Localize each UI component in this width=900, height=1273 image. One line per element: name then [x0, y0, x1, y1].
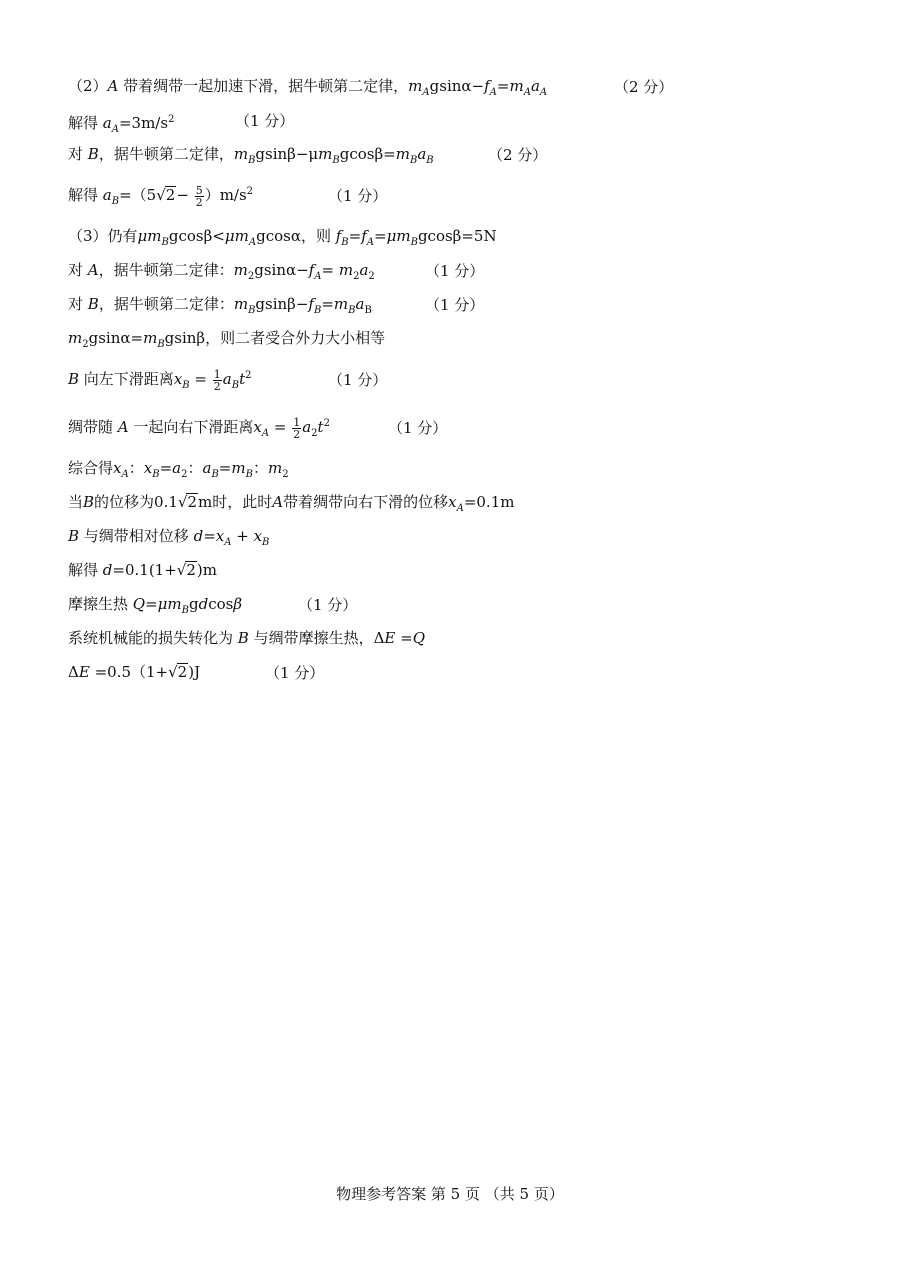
line-text: μm	[224, 227, 249, 245]
line-text: 2	[323, 418, 330, 429]
line-text: 2	[186, 561, 196, 579]
line-text: =3m/s	[118, 114, 169, 132]
line-text: B	[409, 155, 418, 166]
line-text: f	[308, 295, 314, 313]
line-text: gsinβ−μ	[255, 145, 319, 163]
line-text: m	[408, 77, 423, 95]
line-text: Δ	[68, 663, 79, 681]
score-label: （1 分）	[388, 419, 448, 437]
fraction-numerator: 1	[213, 367, 221, 381]
line-text: B	[68, 370, 80, 388]
line-text: B	[157, 339, 165, 350]
line-text: 2	[168, 114, 175, 125]
line-text: ，据牛顿第二定律，	[98, 145, 234, 163]
line-text: d	[193, 527, 204, 545]
line-text: 对	[68, 295, 88, 313]
line-text: gcosα，则	[256, 227, 336, 245]
line-text: B	[181, 605, 190, 616]
line-text: 摩擦生热	[68, 595, 133, 613]
line-text: B	[341, 237, 349, 248]
line-text: t	[317, 418, 324, 436]
line-text: A	[456, 503, 464, 514]
line-text: gcosβ<	[168, 227, 225, 245]
line-text: m	[333, 295, 349, 313]
line-text: f	[484, 77, 490, 95]
line-text: gsinβ，则二者受合外力大小相等	[164, 329, 386, 347]
line-text: gsinβ−	[255, 295, 309, 313]
line-text: 2	[177, 663, 188, 681]
line-text: 2	[282, 469, 289, 480]
page-footer: 物理参考答案 第 5 页 （共 5 页）	[336, 1185, 564, 1203]
line-text: A	[224, 537, 232, 548]
answer-line-2-b	[68, 110, 174, 140]
line-text: m	[338, 261, 354, 279]
fraction-denominator: 2	[293, 427, 301, 441]
line-text: A	[121, 469, 129, 480]
line-text: 带着绸带一起加速下滑，据牛顿第二定律，	[118, 77, 409, 95]
score-label: （1 分）	[328, 187, 388, 205]
line-text: B	[237, 629, 249, 647]
score-label: （2 分）	[614, 78, 674, 96]
line-text: 一起向右下滑距离	[128, 418, 254, 436]
line-text: 绸带随	[68, 418, 118, 436]
line-text: 带着绸带向右下滑的位移	[283, 493, 449, 511]
line-text: 与绸带相对位移	[79, 527, 194, 545]
line-text: 解得	[68, 561, 103, 579]
answer-line-3-i	[68, 526, 269, 553]
line-text: 向左下滑距离	[79, 370, 174, 388]
line-text: B	[87, 295, 99, 313]
line-text: B	[211, 469, 219, 480]
line-text: gcosβ=	[339, 145, 396, 163]
line-text: E	[78, 663, 90, 681]
line-text: =	[269, 418, 292, 436]
line-text: m	[233, 295, 249, 313]
line-text: a	[417, 145, 427, 163]
line-text: Q	[412, 629, 426, 647]
fraction	[195, 185, 204, 208]
line-text: 系统机械能的损失转化为	[68, 629, 238, 647]
line-text: 与绸带摩擦生热，Δ	[248, 629, 385, 647]
line-text: a	[355, 295, 365, 313]
line-text: 2	[245, 370, 252, 381]
line-text: a	[302, 418, 312, 436]
line-text: =	[321, 295, 334, 313]
line-text: 2	[181, 469, 188, 480]
line-text: x	[143, 459, 153, 477]
line-text: B	[364, 305, 372, 316]
line-text: gsinα−	[429, 77, 485, 95]
line-text: A	[272, 493, 284, 511]
line-text: =0.5（1+	[89, 663, 169, 681]
line-text: B	[152, 469, 160, 480]
line-text: m	[233, 261, 248, 279]
line-text: f	[308, 261, 315, 279]
answer-line-2-d	[68, 182, 253, 212]
line-text: =0.1m	[463, 493, 515, 511]
line-text: ，据牛顿第二定律：	[98, 261, 234, 279]
line-text: =	[496, 77, 510, 95]
line-text: B	[68, 527, 80, 545]
line-text: x	[448, 493, 457, 511]
line-text: μm	[386, 227, 411, 245]
line-text: x	[253, 418, 262, 436]
line-text: B	[111, 196, 120, 207]
line-text: 2	[311, 428, 318, 439]
line-text: f	[361, 227, 367, 245]
line-text: B	[182, 380, 190, 391]
line-text: A	[87, 261, 99, 279]
line-text: =	[374, 227, 387, 245]
fraction-denominator: 2	[213, 379, 221, 393]
line-text: a	[102, 186, 112, 204]
line-text: Q	[132, 595, 146, 613]
line-text: gsinα=	[88, 329, 144, 347]
line-text: （3）仍有	[68, 227, 138, 245]
line-text: =	[145, 595, 158, 613]
line-text: B	[426, 155, 434, 166]
line-text: A	[248, 237, 257, 248]
line-text: −	[176, 186, 189, 204]
sqrt-symbol: √	[176, 561, 187, 579]
line-text: =	[348, 227, 362, 245]
fraction-numerator: 5	[195, 183, 203, 197]
answer-line-3-k	[68, 594, 242, 621]
line-text: B	[83, 493, 95, 511]
line-text: A	[314, 271, 322, 282]
line-text: f	[335, 227, 342, 245]
answer-line-3-c	[68, 294, 372, 321]
line-text: ：	[187, 459, 203, 477]
answer-line-3-j	[68, 560, 217, 580]
line-text: B	[245, 469, 253, 480]
line-text: μm	[157, 595, 182, 613]
line-text: gcosβ=5N	[417, 227, 497, 245]
fraction	[213, 369, 222, 392]
line-text: A	[111, 124, 119, 135]
line-text: B	[248, 155, 256, 166]
line-text: A	[523, 87, 531, 98]
answer-line-3-l	[68, 628, 425, 648]
sqrt-symbol: √	[168, 663, 178, 681]
line-text: x	[113, 459, 122, 477]
line-text: =	[321, 261, 339, 279]
line-text: x	[215, 527, 225, 545]
line-text: 对	[68, 261, 88, 279]
line-text: 2	[247, 271, 255, 282]
line-text: m	[143, 329, 158, 347]
line-text: a	[102, 114, 112, 132]
line-text: )m	[196, 561, 217, 579]
line-text: ：	[252, 459, 268, 477]
line-text: m时，此时	[198, 493, 273, 511]
answer-line-3-g	[68, 458, 289, 485]
line-text: ）m/s	[204, 186, 247, 204]
line-text: a	[222, 370, 232, 388]
line-text: B	[410, 237, 418, 248]
score-label: （1 分）	[328, 371, 388, 389]
score-label: （1 分）	[425, 262, 485, 280]
line-text: g	[189, 595, 199, 613]
line-text: （2）	[68, 77, 108, 95]
line-text: A	[117, 418, 129, 436]
line-text: a	[172, 459, 182, 477]
answer-line-2-c	[68, 144, 434, 171]
line-text: =0.1(1+	[112, 561, 177, 579]
line-text: d	[102, 561, 113, 579]
line-text: 对	[68, 145, 88, 163]
line-text: 解得	[68, 186, 103, 204]
line-text: A	[422, 87, 430, 98]
line-text: B	[231, 380, 240, 391]
answer-line-3-d	[68, 328, 385, 355]
line-text: =	[218, 459, 232, 477]
line-text: m	[509, 77, 524, 95]
line-text: B	[161, 237, 169, 248]
line-text: 2	[353, 271, 360, 282]
line-text: E	[384, 629, 396, 647]
sqrt-symbol: √	[177, 493, 188, 511]
line-text: 的位移为0.1	[94, 493, 178, 511]
answer-line-3-h	[68, 492, 514, 519]
line-text: B	[248, 305, 256, 316]
line-text: x	[173, 370, 183, 388]
score-label: （2 分）	[488, 146, 548, 164]
line-text: β	[233, 595, 243, 613]
score-label: （1 分）	[265, 664, 325, 682]
line-text: 2	[165, 186, 176, 204]
line-text: B	[262, 537, 270, 548]
line-text: =	[395, 629, 413, 647]
line-text: )J	[188, 663, 201, 681]
line-text: =	[159, 459, 173, 477]
answer-line-2-a	[68, 76, 547, 103]
answer-line-3-m	[68, 662, 200, 682]
score-label: （1 分）	[425, 296, 485, 314]
line-text: 当	[68, 493, 84, 511]
score-label: （1 分）	[235, 112, 295, 130]
line-text: m	[318, 145, 333, 163]
line-text: A	[261, 428, 270, 439]
line-text: 2	[187, 493, 198, 511]
line-text: ，据牛顿第二定律：	[98, 295, 234, 313]
answer-line-3-b	[68, 260, 375, 287]
line-text: =	[189, 370, 212, 388]
line-text: A	[366, 237, 375, 248]
line-text: A	[539, 87, 548, 98]
line-text: 2	[368, 271, 375, 282]
line-text: cos	[208, 595, 234, 613]
line-text: m	[68, 329, 83, 347]
fraction	[292, 417, 301, 440]
line-text: m	[267, 459, 283, 477]
answer-line-3-e	[68, 366, 251, 396]
sqrt-symbol: √	[156, 186, 166, 204]
line-text: 2	[82, 339, 89, 350]
line-text: +	[231, 527, 254, 545]
line-text: =（5	[119, 186, 157, 204]
line-text: t	[239, 370, 246, 388]
line-text: a	[530, 77, 540, 95]
answer-line-3-f	[68, 414, 330, 444]
line-text: B	[332, 155, 340, 166]
fraction-numerator: 1	[293, 415, 301, 429]
fraction-denominator: 2	[195, 195, 203, 209]
line-text: m	[233, 145, 249, 163]
answer-line-3-a	[68, 226, 497, 253]
line-text: B	[87, 145, 99, 163]
line-text: x	[253, 527, 263, 545]
line-text: a	[202, 459, 212, 477]
line-text: ：	[128, 459, 144, 477]
line-text: gsinα−	[254, 261, 309, 279]
line-text: A	[489, 87, 497, 98]
score-label: （1 分）	[298, 596, 358, 614]
line-text: a	[359, 261, 369, 279]
line-text: μm	[137, 227, 162, 245]
line-text: 2	[246, 186, 254, 197]
line-text: =	[203, 527, 216, 545]
line-text: m	[231, 459, 246, 477]
line-text: 解得	[68, 114, 103, 132]
line-text: B	[313, 305, 322, 316]
line-text: B	[348, 305, 356, 316]
line-text: d	[198, 595, 209, 613]
line-text: A	[107, 77, 119, 95]
line-text: 综合得	[68, 459, 114, 477]
line-text: m	[395, 145, 410, 163]
